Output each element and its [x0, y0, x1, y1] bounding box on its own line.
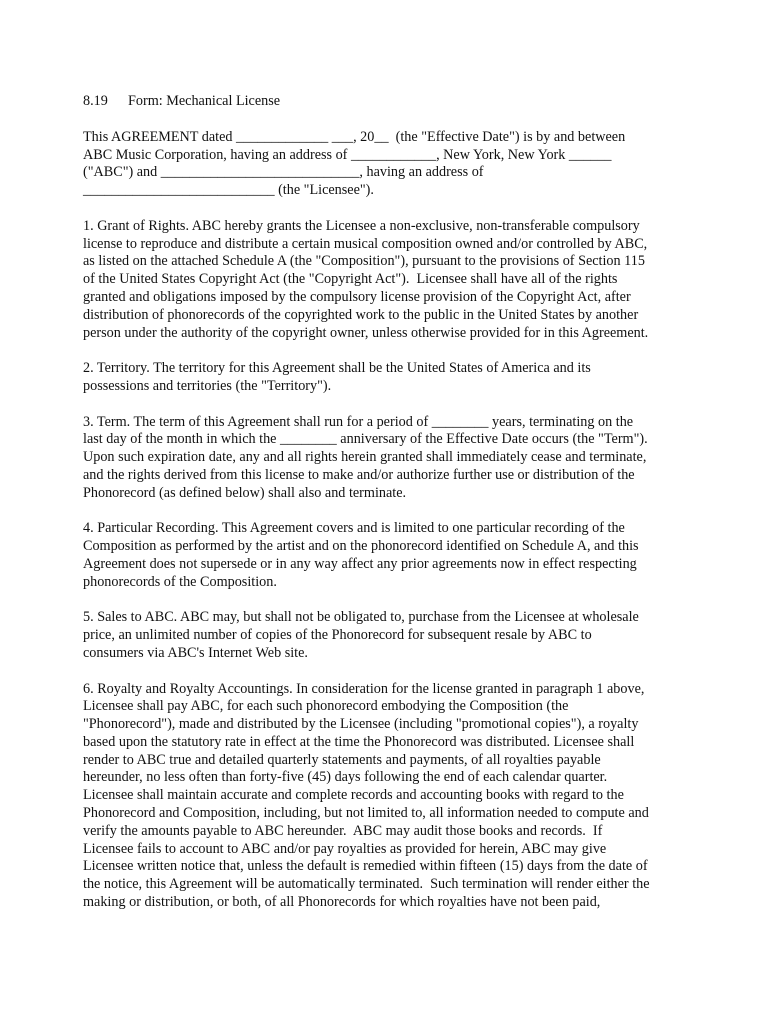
paragraph-particular-recording [83, 520, 695, 591]
paragraph-line: Licensee shall maintain accurate and complete records and accounting books with regard to the [83, 787, 624, 804]
paragraph-line: Agreement does not supersede or in any way affect any prior agreements now in effect respecting [83, 555, 637, 572]
paragraph-line: of the United States Copyright Act (the "Copyright Act"). Licensee shall have all of the rights [83, 271, 618, 288]
paragraph-sales-to-abc [83, 609, 695, 662]
paragraph-line: 4. Particular Recording. This Agreement covers and is limited to one particular recording of the [83, 520, 625, 537]
paragraph-line: granted and obligations imposed by the compulsory license provision of the Copyright Act, after [83, 288, 631, 305]
paragraph-line: 3. Term. The term of this Agreement shall run for a period of ________ years, terminating on the [83, 413, 634, 430]
paragraph-term [83, 414, 695, 503]
paragraph-line: "Phonorecord"), made and distributed by the Licensee (including "promotional copies"), a royalty [83, 716, 639, 733]
paragraph-line: verify the amounts payable to ABC hereunder. ABC may audit those books and records. If [83, 822, 603, 839]
paragraph-intro [83, 129, 695, 200]
paragraph-line: Licensee written notice that, unless the default is remedied within fifteen (15) days from the date of [83, 858, 648, 875]
paragraph-line: Licensee fails to account to ABC and/or pay royalties as provided for herein, ABC may give [83, 840, 607, 857]
section-heading [83, 93, 695, 111]
paragraph-line: possessions and territories (the "Territory"). [83, 377, 332, 394]
paragraph-territory [83, 360, 695, 396]
paragraph-line: ABC Music Corporation, having an address of ____________, New York, New York ______ [83, 146, 612, 163]
paragraph-list [83, 129, 695, 912]
paragraph-line: consumers via ABC's Internet Web site. [83, 644, 308, 661]
paragraph-line: 6. Royalty and Royalty Accountings. In consideration for the license granted in paragraph 1 above, [83, 680, 645, 697]
document-body [83, 93, 695, 930]
paragraph-line: Licensee shall pay ABC, for each such phonorecord embodying the Composition (the [83, 698, 569, 715]
paragraph-line: 5. Sales to ABC. ABC may, but shall not be obligated to, purchase from the Licensee at wholesale [83, 609, 639, 626]
paragraph-line: license to reproduce and distribute a certain musical composition owned and/or controlled by ABC, [83, 235, 648, 252]
paragraph-line: and the rights derived from this license to make and/or authorize further use or distribution of the [83, 466, 635, 483]
paragraph-line: Phonorecord and Composition, including, but not limited to, all information needed to compute and [83, 805, 649, 822]
paragraph-line: Upon such expiration date, any and all rights herein granted shall immediately cease and terminate, [83, 449, 647, 466]
section-title: Form: Mechanical License [128, 93, 281, 109]
paragraph-line: ("ABC") and ____________________________, having an address of [83, 164, 484, 181]
paragraph-line: ___________________________ (the "Licensee"). [83, 182, 374, 199]
paragraph-line: as listed on the attached Schedule A (the "Composition"), pursuant to the provisions of Section 115 [83, 253, 645, 270]
paragraph-line: the notice, this Agreement will be automatically terminated. Such termination will render either the [83, 876, 650, 893]
paragraph-line: price, an unlimited number of copies of the Phonorecord for subsequent resale by ABC to [83, 627, 592, 644]
paragraph-line: last day of the month in which the ________ anniversary of the Effective Date occurs (the "Term"). [83, 431, 648, 448]
paragraph-line: render to ABC true and detailed quarterly statements and payments, of all royalties payable [83, 751, 601, 768]
paragraph-line: 2. Territory. The territory for this Agreement shall be the United States of America and its [83, 360, 591, 377]
paragraph-line: hereunder, no less often than forty-five (45) days following the end of each calendar quarter. [83, 769, 608, 786]
paragraph-grant-of-rights [83, 218, 695, 343]
paragraph-line: based upon the statutory rate in effect at the time the Phonorecord was distributed. Licensee shall [83, 733, 635, 750]
paragraph-line: Composition as performed by the artist and on the phonorecord identified on Schedule A, and this [83, 538, 639, 555]
paragraph-line: making or distribution, or both, of all Phonorecords for which royalties have not been paid, [83, 894, 601, 911]
paragraph-line: 1. Grant of Rights. ABC hereby grants the Licensee a non-exclusive, non-transferable compulsory [83, 217, 640, 234]
paragraph-line: Phonorecord (as defined below) shall also and terminate. [83, 484, 407, 501]
paragraph-line: This AGREEMENT dated _____________ ___, 20__ (the "Effective Date") is by and between [83, 128, 626, 145]
paragraph-royalty [83, 681, 695, 912]
paragraph-line: distribution of phonorecords of the copyrighted work to the public in the United States by another [83, 306, 639, 323]
paragraph-line: phonorecords of the Composition. [83, 573, 277, 590]
paragraph-line: person under the authority of the copyright owner, unless otherwise provided for in this Agreement. [83, 324, 649, 341]
section-number: 8.19 [83, 93, 108, 109]
